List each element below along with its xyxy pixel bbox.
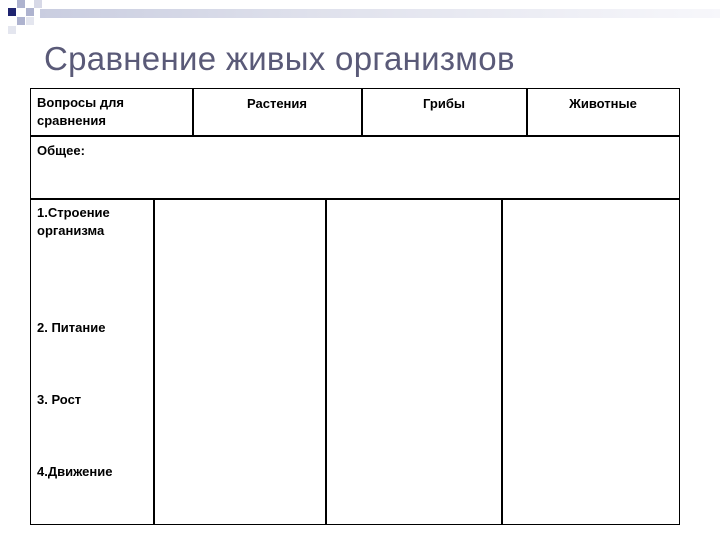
page-title: Сравнение живых организмов (44, 40, 515, 77)
decorative-gradient-strip (40, 9, 720, 18)
answer-cell-animals[interactable] (503, 200, 678, 522)
answer-cell-fungi[interactable] (327, 200, 501, 522)
header-plants: Растения (247, 96, 307, 111)
answer-cell-plants[interactable] (155, 200, 325, 522)
header-questions: Вопросы для сравнения (37, 95, 124, 128)
row-divider (31, 135, 679, 137)
decorative-square (26, 8, 34, 16)
decorative-square (8, 8, 16, 16)
common-row-label: Общее: (37, 143, 85, 158)
row-label-growth: 3. Рост (37, 392, 82, 407)
decorative-square (26, 17, 34, 25)
comparison-table (30, 88, 680, 525)
decorative-square (8, 26, 16, 34)
decorative-square (17, 8, 25, 16)
decorative-square (34, 0, 42, 8)
decorative-square (17, 17, 25, 25)
decorative-header-pattern (0, 0, 720, 40)
row-label-nutrition: 2. Питание (37, 320, 106, 335)
header-animals: Животные (569, 96, 637, 111)
header-fungi: Грибы (423, 96, 465, 111)
row-label-structure: 1.Строение организма (37, 205, 110, 238)
row-label-movement: 4.Движение (37, 464, 113, 479)
decorative-square (17, 0, 25, 8)
